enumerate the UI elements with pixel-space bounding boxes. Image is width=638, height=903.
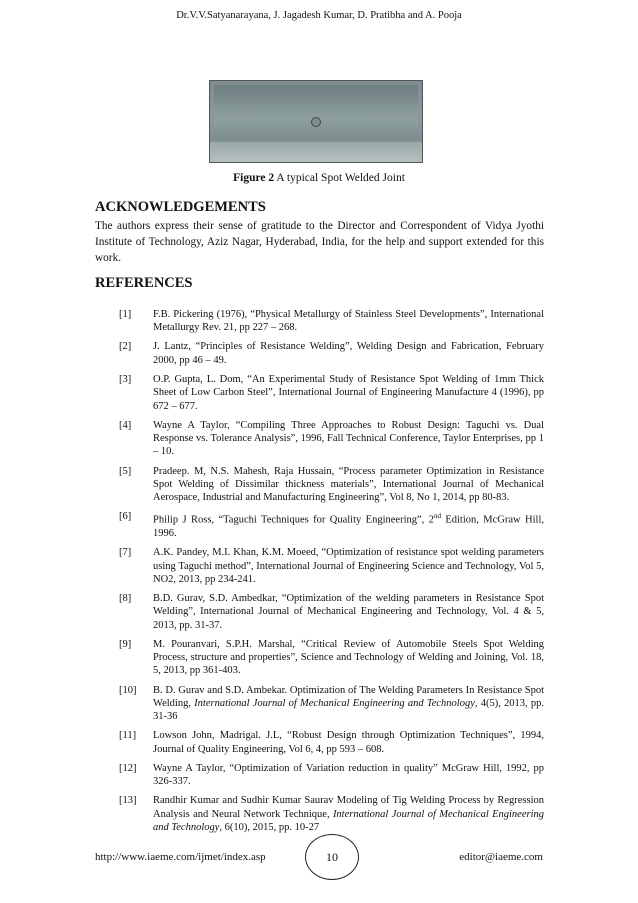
figure-caption [0,172,638,184]
reference-text-part: Edition, McGraw Hill, 1996. [153,514,544,540]
reference-number: [1] [119,309,132,320]
reference-text-part: , 4(5), 2013, pp. 31-36 [153,697,544,723]
reference-item [95,684,544,724]
reference-text: J. Lantz, “Principles of Resistance Welding”, Welding Design and Fabrication, February 2000, pp 46 – 49. [153,341,544,366]
reference-text: Pradeep. M, N.S. Mahesh, Raja Hussain, “Process parameter Optimization in Resistance Spot Welding of Dissimilar thickness materials”, International Journal of Mechanical Aerospace, Industrial and Manufacturing Engineering”, Vol 8, No 1, 2014, pp 80-83. [153,465,544,504]
reference-item [95,465,544,505]
reference-item [95,308,544,335]
reference-number: [6] [119,511,132,523]
reference-number: [13] [119,795,137,807]
reference-number: [5] [119,465,132,477]
reference-number: [2] [119,341,132,353]
reference-text-part: Philip J Ross, “Taguchi Techniques for Quality Engineering”, 2 [153,514,434,526]
reference-item [95,729,544,756]
reference-item [95,794,544,834]
reference-text [153,794,544,834]
page-number: 10 [305,834,359,880]
reference-text [153,684,544,724]
reference-item [95,340,544,367]
reference-number: [9] [119,638,132,650]
reference-item [95,762,544,789]
reference-text: O.P. Gupta, L. Dom, “An Experimental Study of Resistance Spot Welding of 1mm Thick Sheet of Low Carbon Steel”, International Journal of Engineering Manufacture 4 (1996), pp 672 – 677. [153,373,544,412]
reference-number: [7] [119,547,132,559]
journal-name: International Journal of Mechanical Engineering and Technology [153,808,545,833]
reference-text [153,510,544,540]
reference-item [95,419,544,459]
reference-item [95,638,544,678]
ordinal-superscript: nd [433,512,441,521]
references-heading: REFERENCES [95,275,193,291]
lower-plate [210,142,422,162]
reference-text-part: , 6(10), 2015, pp. 10-27 [219,821,320,833]
references-list [95,308,544,840]
reference-text: Wayne A Taylor, “Compiling Three Approaches to Robust Design: Taguchi vs. Dual Response vs. Tolerance Analysis”, 1996, Fall Technical Conference, Taylor Enterprises, pp 1 – 10. [153,419,544,458]
reference-number: [12] [119,762,137,774]
acknowledgements-heading: ACKNOWLEDGEMENTS [95,199,266,215]
reference-text: M. Pouranvari, S.P.H. Marshal, “Critical Review of Automobile Steels Spot Welding Process, structure and properties”, Science and Technology of Welding and Joining, Vol. 18, 5, 2013, pp 361-403. [153,638,544,677]
reference-number: [8] [119,593,132,605]
reference-number: [3] [119,373,132,385]
reference-number: [11] [119,730,137,742]
journal-name: International Journal of Mechanical Engineering and Technology [194,697,475,709]
reference-text-part: B. D. Gurav and S.D. Ambekar. Optimization of The Welding Parameters In Resistance Spot Welding, [153,684,544,709]
reference-item [95,592,544,632]
reference-item [95,510,544,540]
running-header: Dr.V.V.Satyanarayana, J. Jagadesh Kumar, D. Pratibha and A. Pooja [176,10,462,21]
reference-text-part: Randhir Kumar and Sudhir Kumar Saurav Modeling of Tig Welding Process by Regression Analysis and Neural Network Technique, [153,795,544,820]
reference-item [95,546,544,586]
reference-item [95,373,544,413]
figure-caption-text: A typical Spot Welded Joint [276,172,405,184]
acknowledgements-text: The authors express their sense of gratitude to the Director and Correspondent of Vidya Jyothi Institute of Technology, Aziz Nagar, Hyderabad, India, for the help and support extended for this work. [95,220,544,265]
reference-text: A.K. Pandey, M.I. Khan, K.M. Moeed, “Optimization of resistance spot welding parameters using Taguchi method”, International Journal of Engineering Science and Technology, Vol 5, NO2, 2013, pp 234-241. [153,547,544,585]
figure-label: Figure 2 [233,172,275,184]
footer-email-link[interactable]: editor@iaeme.com [459,851,543,863]
weld-spot [311,117,321,127]
footer-url-link[interactable]: http://www.iaeme.com/ijmet/index.asp [95,851,266,863]
reference-text: Lowson John, Madrigal. J.L, “Robust Design through Optimization Techniques”, 1994, Journal of Quality Engineering, Vol 6, 4, pp 593 – 608. [153,730,544,755]
upper-plate [214,85,418,140]
reference-number: [10] [119,684,137,696]
reference-text: Wayne A Taylor, “Optimization of Variation reduction in quality” McGraw Hill, 1992, pp 326-337. [153,762,544,788]
reference-text: B.D. Gurav, S.D. Ambedkar, “Optimization of the welding parameters in Resistance Spot Welding”, International Journal of Mechanical Engineering and Technology, Vol. 4 & 5, 2013, pp. 31-37. [153,593,544,631]
spot-welded-joint-photo [209,80,423,163]
reference-number: [4] [119,419,132,431]
reference-text: F.B. Pickering (1976), “Physical Metallurgy of Stainless Steel Developments”, International Metallurgy Rev. 21, pp 227 – 268. [153,309,544,334]
